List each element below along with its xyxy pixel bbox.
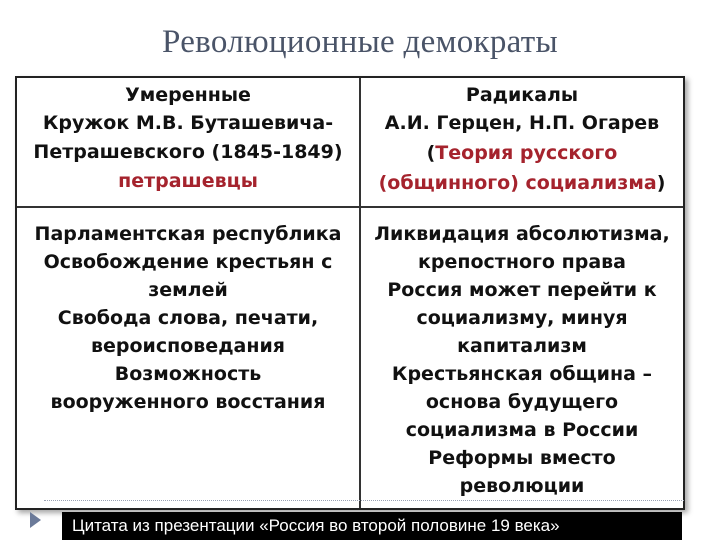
moderates-heading: Умеренные: [125, 84, 251, 106]
moderates-program-cell: [17, 208, 359, 508]
moderates-header-cell: [17, 78, 359, 206]
list-item: Россия может перейти к социализму, минуя капитализм: [387, 279, 657, 357]
theory-text: Теория русского (общинного) социализма: [378, 142, 657, 194]
list-item: Ликвидация абсолютизма, крепостного права: [374, 223, 670, 273]
bullet-arrow-icon: [30, 512, 41, 528]
radicals-heading: Радикалы: [465, 84, 579, 106]
radicals-header-cell: [361, 78, 683, 206]
list-item: Возможность вооруженного восстания: [50, 363, 326, 413]
source-caption: Цитата из презентации «Россия во второй половине 19 века»: [62, 512, 682, 540]
theory-note: [379, 138, 666, 198]
page-title: Революционные демократы: [162, 24, 558, 60]
theory-close-paren: ): [656, 172, 666, 194]
list-item: Реформы вместо революции: [428, 447, 616, 497]
radicals-program-cell: [361, 208, 683, 508]
comparison-table: [15, 76, 685, 510]
list-item: Парламентская республика: [34, 223, 342, 245]
petrashevtsy-label: петрашевцы: [118, 170, 258, 192]
radicals-people: А.И. Герцен, Н.П. Огарев: [384, 112, 660, 134]
list-item: Крестьянская община – основа будущего социализма в России: [391, 363, 653, 441]
footer-divider: [44, 500, 684, 501]
list-item: Освобождение крестьян с землей: [43, 251, 333, 301]
list-item: Свобода слова, печати, вероисповедания: [57, 307, 319, 357]
theory-open-paren: (: [426, 142, 436, 164]
petrashevsky-circle: Кружок М.В. Буташевича- Петрашевского (1845-1849): [33, 112, 343, 163]
